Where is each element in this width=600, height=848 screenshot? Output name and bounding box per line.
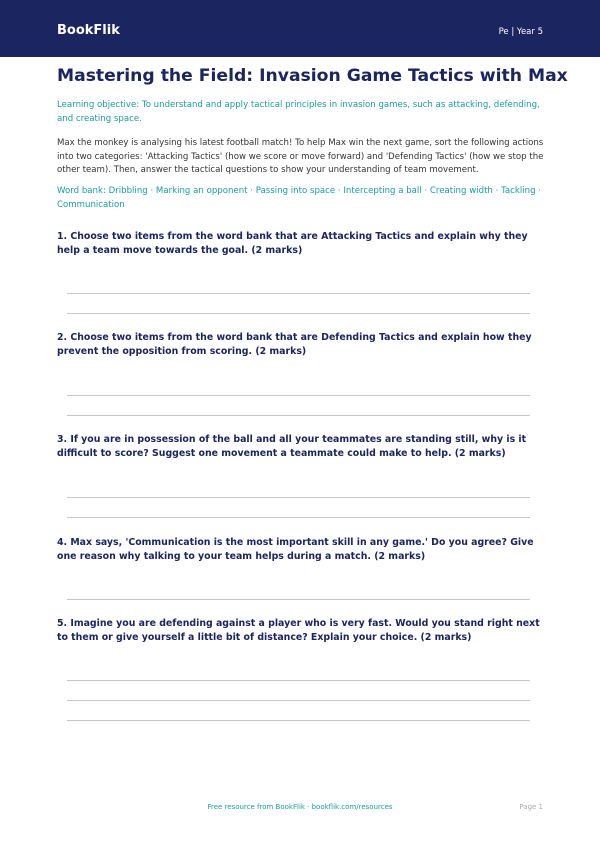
question-3: 3. If you are in possession of the ball and all your teammates are standing still, why is it difficult to score? Suggest one movement a teammate could make to help. (2 marks) [57, 434, 527, 459]
answer-line[interactable] [67, 680, 530, 681]
question-5: 5. Imagine you are defending against a player who is very fast. Would you stand right next to them or give yourself a little bit of distance? Explain your choice. (2 marks) [57, 618, 540, 643]
answer-line[interactable] [67, 293, 530, 294]
intro-paragraph: Max the monkey is analysing his latest football match! To help Max win the next game, sort the following actions into two categories: 'Attacking Tactics' (how we score or move forward) and 'Defending Tactics' (how we stop the other team). Then, answer the tactical questions to show your understanding of team movement. [57, 138, 544, 175]
worksheet-title: Mastering the Field: Invasion Game Tactics with Max [57, 66, 568, 86]
word-bank: Word bank: Dribbling · Marking an opponent · Passing into space · Intercepting a ball · Creating width · Tackling · Communication [57, 186, 542, 210]
answer-line[interactable] [67, 497, 530, 498]
answer-line[interactable] [67, 720, 530, 721]
learning-objective: Learning objective: To understand and apply tactical principles in invasion games, such as attacking, defending, and creating space. [57, 100, 540, 124]
brand-logo: BookFlik [57, 23, 120, 38]
question-4: 4. Max says, 'Communication is the most important skill in any game.' Do you agree? Give one reason why talking to your team helps during a match. (2 marks) [57, 537, 534, 562]
answer-line[interactable] [67, 700, 530, 701]
page-number: Page 1 [519, 803, 543, 811]
answer-line[interactable] [67, 415, 530, 416]
footer-resource-link[interactable]: Free resource from BookFlik · bookflik.com/resources [207, 803, 393, 811]
answer-line[interactable] [67, 313, 530, 314]
answer-line[interactable] [67, 395, 530, 396]
question-2: 2. Choose two items from the word bank that are Defending Tactics and explain how they prevent the opposition from scoring. (2 marks) [57, 332, 532, 357]
answer-line[interactable] [67, 599, 530, 600]
answer-line[interactable] [67, 517, 530, 518]
question-1: 1. Choose two items from the word bank that are Attacking Tactics and explain why they help a team move towards the goal. (2 marks) [57, 231, 528, 256]
subject-year-label: Pe | Year 5 [498, 27, 543, 37]
page-header [0, 0, 600, 57]
